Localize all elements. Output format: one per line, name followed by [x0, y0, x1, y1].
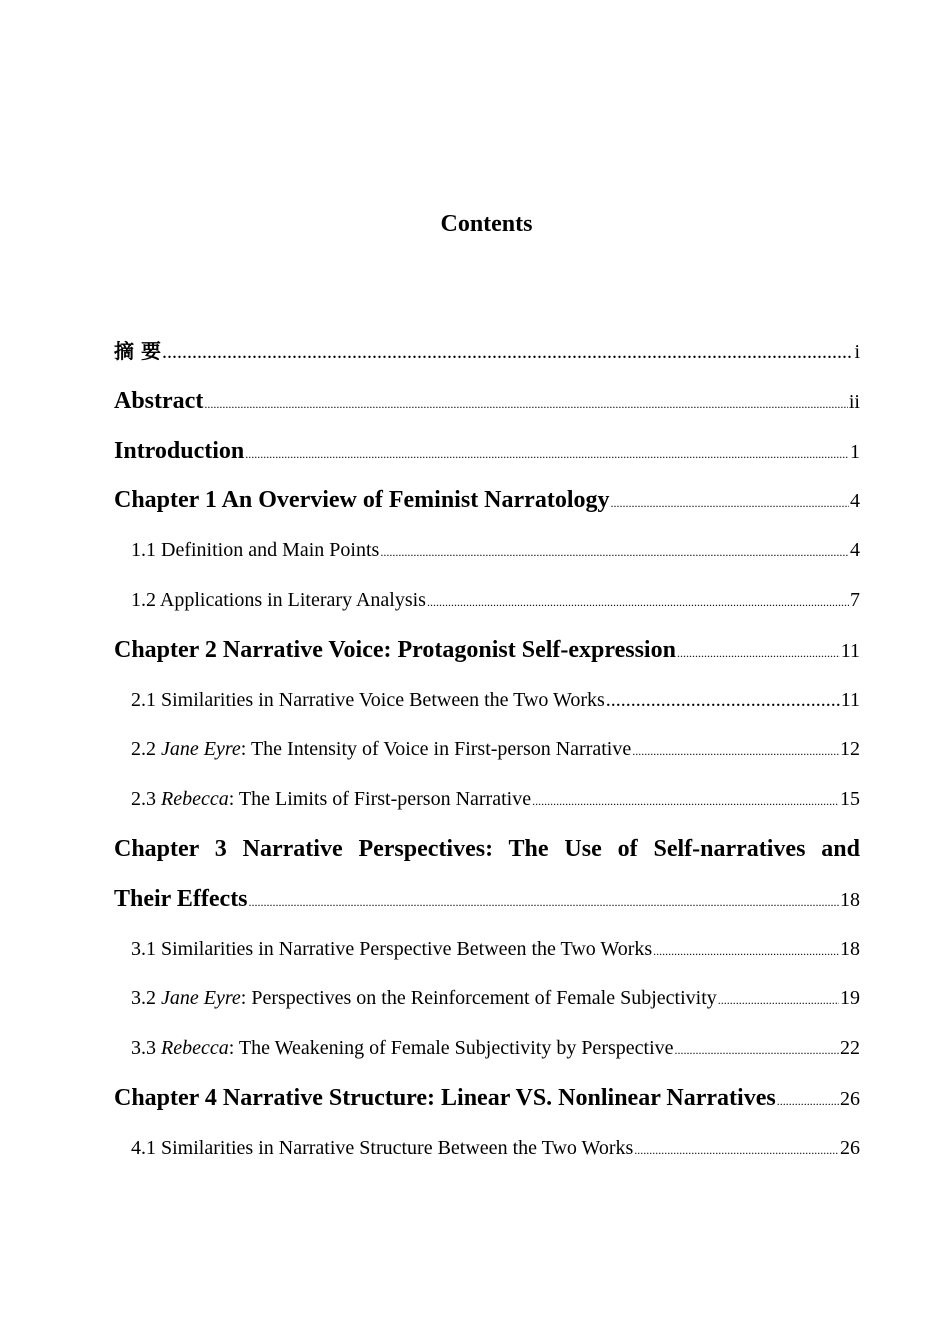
- toc-entry-label: 摘 要: [114, 339, 161, 363]
- dot-leader: [632, 745, 839, 757]
- section-number: 3.2: [131, 987, 161, 1010]
- toc-entry-label: 1.1 Definition and Main Points: [131, 539, 380, 562]
- toc-page-number: 12: [840, 738, 860, 761]
- toc-entry-section-1-1[interactable]: [114, 526, 860, 576]
- dot-leader: [777, 1095, 839, 1107]
- toc-entry-label: 3.1 Similarities in Narrative Perspective Between the Two Works: [131, 937, 653, 960]
- dot-leader: [245, 448, 849, 460]
- section-subtitle: : The Intensity of Voice in First-person Narrative: [240, 738, 632, 761]
- dot-leader: [427, 596, 849, 608]
- section-subtitle: : The Limits of First-person Narrative: [228, 788, 532, 811]
- toc-entry-section-4-1[interactable]: [114, 1124, 860, 1174]
- toc-entry-label: 1.2 Applications in Literary Analysis: [131, 588, 426, 611]
- toc-entry-chapter-3[interactable]: [114, 825, 860, 925]
- dot-leader: [162, 342, 853, 362]
- toc-entry-section-1-2[interactable]: [114, 576, 860, 626]
- toc-entry-abstract-cn[interactable]: [114, 327, 860, 377]
- toc-entry-label-line-1: Chapter 3 Narrative Perspectives: The Use of Self-narratives and: [114, 835, 860, 862]
- work-title: Rebecca: [161, 1037, 229, 1060]
- toc-entry-abstract[interactable]: [114, 377, 860, 427]
- section-number: 2.3: [131, 788, 161, 811]
- toc-entry-label: Introduction: [114, 437, 245, 464]
- section-subtitle: : Perspectives on the Reinforcement of Female Subjectivity: [240, 987, 717, 1010]
- dot-leader: [718, 994, 839, 1006]
- toc-entry-section-3-1[interactable]: [114, 925, 860, 975]
- toc-page-number: 18: [840, 888, 860, 911]
- toc-page-number: 18: [840, 937, 860, 960]
- dot-leader: [249, 896, 839, 908]
- toc-page-number: 22: [840, 1037, 860, 1060]
- toc-page-number: 11: [840, 639, 860, 662]
- toc-entry-introduction[interactable]: [114, 427, 860, 477]
- toc-page-number: 7: [850, 588, 860, 611]
- toc-entry-section-2-3[interactable]: [114, 775, 860, 825]
- toc-page-number: 26: [840, 1087, 860, 1110]
- section-subtitle: : The Weakening of Female Subjectivity by Perspective: [228, 1037, 674, 1060]
- toc-entry-chapter-2[interactable]: [114, 626, 860, 676]
- table-of-contents: [114, 327, 860, 1174]
- work-title: Jane Eyre: [161, 987, 241, 1010]
- dot-leader: [634, 1144, 839, 1156]
- toc-page-number: i: [854, 341, 860, 363]
- toc-page-number: 19: [840, 987, 860, 1010]
- toc-entry-section-3-3[interactable]: [114, 1024, 860, 1074]
- toc-entry-section-2-2[interactable]: [114, 725, 860, 775]
- dot-leader: [675, 1044, 840, 1056]
- toc-entry-label: Chapter 1 An Overview of Feminist Narratology: [114, 487, 610, 514]
- section-number: 3.3: [131, 1037, 161, 1060]
- toc-entry-label: 4.1 Similarities in Narrative Structure Between the Two Works: [131, 1136, 634, 1159]
- toc-page-number: 4: [850, 539, 860, 562]
- toc-page-number: 15: [840, 788, 860, 811]
- toc-entry-label-line-2: Their Effects: [114, 885, 248, 912]
- dot-leader: [610, 497, 849, 509]
- work-title: Rebecca: [161, 788, 229, 811]
- toc-entry-label: Abstract: [114, 387, 204, 414]
- dot-leader: [606, 690, 840, 710]
- toc-entry-chapter-4[interactable]: [114, 1074, 860, 1124]
- toc-entry-label: [131, 974, 717, 1024]
- toc-page-number: 11: [840, 688, 860, 711]
- dot-leader: [380, 546, 849, 558]
- dot-leader: [204, 398, 848, 410]
- toc-entry-label: Chapter 2 Narrative Voice: Protagonist Self-expression: [114, 636, 676, 663]
- toc-entry-label: [131, 775, 531, 825]
- toc-entry-section-3-2[interactable]: [114, 974, 860, 1024]
- toc-entry-chapter-1[interactable]: [114, 476, 860, 526]
- section-number: 2.2: [131, 738, 161, 761]
- toc-entry-label: 2.1 Similarities in Narrative Voice Between the Two Works: [131, 688, 605, 711]
- toc-page-number: 26: [840, 1136, 860, 1159]
- toc-entry-label: [131, 725, 631, 775]
- page-title: Contents: [440, 211, 533, 237]
- work-title: Jane Eyre: [161, 738, 241, 761]
- dot-leader: [677, 647, 840, 659]
- toc-entry-label: [131, 1024, 674, 1074]
- toc-entry-label: Chapter 4 Narrative Structure: Linear VS. Nonlinear Narratives: [114, 1084, 776, 1111]
- toc-page-number: ii: [848, 390, 860, 413]
- dot-leader: [653, 945, 839, 957]
- toc-page-number: 1: [850, 440, 860, 463]
- toc-entry-section-2-1[interactable]: [114, 676, 860, 726]
- toc-page-number: 4: [850, 490, 860, 513]
- dot-leader: [532, 795, 839, 807]
